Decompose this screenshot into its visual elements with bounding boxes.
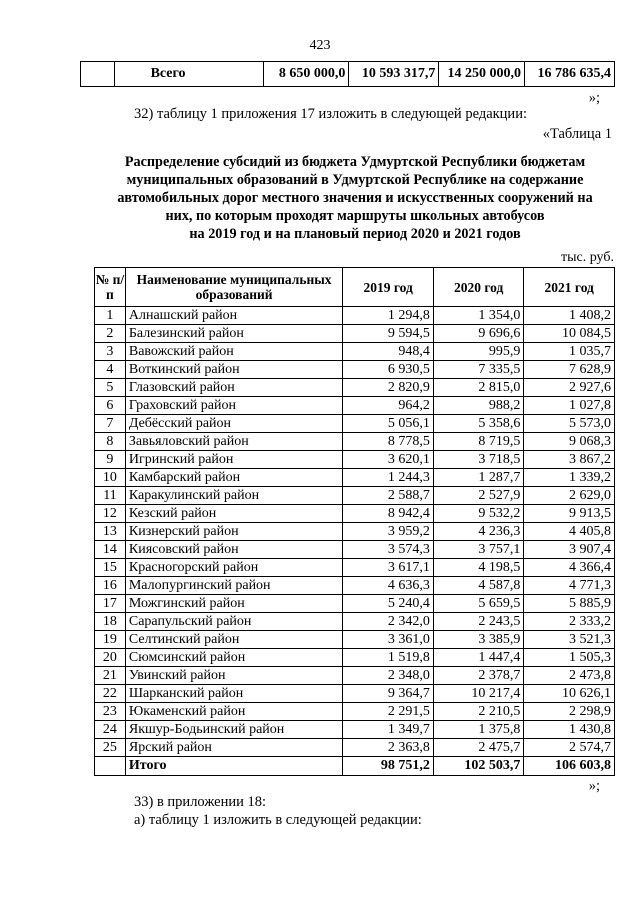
table-row [95,685,615,703]
row-value: 8 719,5 [433,433,524,451]
closing-quote: »; [588,778,600,794]
row-value: 7 335,5 [433,361,524,379]
total-value: 106 603,8 [524,757,615,776]
row-value: 2 243,5 [433,613,524,631]
row-number: 20 [95,649,126,667]
municipality-name: Глазовский район [125,379,343,397]
table-row [95,559,615,577]
row-value: 9 594,5 [343,325,434,343]
total-value: 16 786 635,4 [525,62,615,87]
row-value: 988,2 [433,397,524,415]
header-num: № п/п [95,268,126,307]
table-row [95,505,615,523]
total-value: 14 250 000,0 [439,62,525,87]
municipality-name: Вавожский район [125,343,343,361]
row-value: 1 035,7 [524,343,615,361]
row-value: 10 626,1 [524,685,615,703]
table-label: «Таблица 1 [542,126,612,142]
row-number: 2 [95,325,126,343]
row-value: 3 385,9 [433,631,524,649]
row-value: 964,2 [343,397,434,415]
row-value: 2 298,9 [524,703,615,721]
row-value: 3 959,2 [343,523,434,541]
row-value: 4 198,5 [433,559,524,577]
total-value: 98 751,2 [343,757,434,776]
row-number: 24 [95,721,126,739]
row-value: 2 333,2 [524,613,615,631]
closing-quote: »; [588,90,600,106]
row-value: 9 913,5 [524,505,615,523]
row-number: 5 [95,379,126,397]
row-value: 9 068,3 [524,433,615,451]
paragraph-33: 33) в приложении 18: [134,794,267,810]
municipality-name: Малопургинский район [125,577,343,595]
municipality-name: Можгинский район [125,595,343,613]
municipality-name: Увинский район [125,667,343,685]
row-value: 4 587,8 [433,577,524,595]
row-number: 1 [95,307,126,325]
total-row [95,757,615,776]
row-number: 3 [95,343,126,361]
municipality-name: Алнашский район [125,307,343,325]
row-value: 2 927,6 [524,379,615,397]
row-value: 995,9 [433,343,524,361]
row-number: 14 [95,541,126,559]
header-2021: 2021 год [524,268,615,307]
row-number: 18 [95,613,126,631]
total-label: Итого [125,757,343,776]
row-number: 12 [95,505,126,523]
municipality-name: Игринский район [125,451,343,469]
row-value: 2 527,9 [433,487,524,505]
table-row [95,469,615,487]
municipality-name: Юкаменский район [125,703,343,721]
municipality-name: Сюмсинский район [125,649,343,667]
table-title: Распределение субсидий из бюджета Удмуртской Республики бюджетам муниципальных образований в Удмуртской Республике на содержание автомобильных дорог местного значения и искусственных сооружений на них, по которым проходят маршруты школьных автобусов на 2019 год и на плановый период 2020 и 2021 годов [117,154,593,242]
table-row [95,649,615,667]
row-number: 17 [95,595,126,613]
table-row [95,361,615,379]
municipality-name: Ярский район [125,739,343,757]
municipality-name: Камбарский район [125,469,343,487]
row-value: 5 358,6 [433,415,524,433]
row-value: 2 363,8 [343,739,434,757]
row-value: 7 628,9 [524,361,615,379]
row-value: 1 339,2 [524,469,615,487]
row-value: 3 521,3 [524,631,615,649]
row-value: 4 405,8 [524,523,615,541]
row-value: 5 885,9 [524,595,615,613]
row-value: 2 291,5 [343,703,434,721]
row-value: 9 532,2 [433,505,524,523]
row-number: 8 [95,433,126,451]
row-value: 3 718,5 [433,451,524,469]
row-value: 9 696,6 [433,325,524,343]
table-row [95,541,615,559]
row-value: 5 056,1 [343,415,434,433]
table-row [95,379,615,397]
table-row [95,613,615,631]
subsidy-table [94,267,615,776]
row-value: 3 361,0 [343,631,434,649]
row-value: 8 778,5 [343,433,434,451]
row-value: 948,4 [343,343,434,361]
row-value: 2 342,0 [343,613,434,631]
municipality-name: Граховский район [125,397,343,415]
row-number: 25 [95,739,126,757]
table-row [95,595,615,613]
row-number: 19 [95,631,126,649]
row-value: 1 519,8 [343,649,434,667]
table-row [95,703,615,721]
row-value: 1 375,8 [433,721,524,739]
municipality-name: Дебёсский район [125,415,343,433]
municipality-name: Балезинский район [125,325,343,343]
row-value: 10 217,4 [433,685,524,703]
row-value: 2 475,7 [433,739,524,757]
page-number: 423 [309,38,331,53]
header-name: Наименование муниципальных образований [125,268,343,307]
paragraph-32: 32) таблицу 1 приложения 17 изложить в следующей редакции: [134,106,527,122]
row-value: 1 408,2 [524,307,615,325]
row-value: 2 820,9 [343,379,434,397]
row-number: 10 [95,469,126,487]
header-2019: 2019 год [343,268,434,307]
row-value: 2 588,7 [343,487,434,505]
row-value: 1 027,8 [524,397,615,415]
table-row [95,397,615,415]
row-value: 1 349,7 [343,721,434,739]
table-row [95,721,615,739]
row-value: 1 505,3 [524,649,615,667]
municipality-name: Шарканский район [125,685,343,703]
row-value: 2 348,0 [343,667,434,685]
row-number: 23 [95,703,126,721]
row-number: 21 [95,667,126,685]
total-value: 102 503,7 [433,757,524,776]
row-value: 4 636,3 [343,577,434,595]
municipality-name: Завьяловский район [125,433,343,451]
header-2020: 2020 год [433,268,524,307]
row-value: 3 907,4 [524,541,615,559]
row-value: 2 629,0 [524,487,615,505]
row-value: 9 364,7 [343,685,434,703]
row-value: 3 574,3 [343,541,434,559]
municipality-name: Киясовский район [125,541,343,559]
table-row [95,667,615,685]
row-value: 4 366,4 [524,559,615,577]
municipality-name: Кезский район [125,505,343,523]
row-value: 1 287,7 [433,469,524,487]
row-number: 9 [95,451,126,469]
table-row [95,577,615,595]
table-row [95,343,615,361]
table-row [95,451,615,469]
row-value: 5 573,0 [524,415,615,433]
row-number: 16 [95,577,126,595]
row-value: 1 447,4 [433,649,524,667]
row-value: 2 210,5 [433,703,524,721]
municipality-name: Селтинский район [125,631,343,649]
table-row [95,631,615,649]
total-value: 10 593 317,7 [349,62,439,87]
row-value: 2 378,7 [433,667,524,685]
municipality-name: Сарапульский район [125,613,343,631]
row-number: 13 [95,523,126,541]
table-row [95,307,615,325]
table-row [95,433,615,451]
row-value: 2 473,8 [524,667,615,685]
row-value: 4 771,3 [524,577,615,595]
row-number: 6 [95,397,126,415]
paragraph-33a: а) таблицу 1 изложить в следующей редакции: [134,812,422,828]
row-value: 3 867,2 [524,451,615,469]
row-value: 8 942,4 [343,505,434,523]
previous-table-total-row [80,61,615,87]
row-value: 4 236,3 [433,523,524,541]
row-value: 6 930,5 [343,361,434,379]
row-value: 2 815,0 [433,379,524,397]
total-value: 8 650 000,0 [263,62,349,87]
row-value: 1 430,8 [524,721,615,739]
table-row [95,739,615,757]
row-value: 5 659,5 [433,595,524,613]
row-number: 7 [95,415,126,433]
row-value: 1 244,3 [343,469,434,487]
row-value: 5 240,4 [343,595,434,613]
row-number: 22 [95,685,126,703]
total-label: Всего [114,62,263,87]
row-value: 3 617,1 [343,559,434,577]
row-number: 15 [95,559,126,577]
row-value: 10 084,5 [524,325,615,343]
row-number: 4 [95,361,126,379]
row-value: 3 620,1 [343,451,434,469]
row-value: 2 574,7 [524,739,615,757]
table-row [95,487,615,505]
municipality-name: Каракулинский район [125,487,343,505]
municipality-name: Якшур-Бодьинский район [125,721,343,739]
municipality-name: Красногорский район [125,559,343,577]
municipality-name: Воткинский район [125,361,343,379]
table-row [95,415,615,433]
unit-label: тыс. руб. [561,250,614,265]
row-value: 1 354,0 [433,307,524,325]
row-value: 3 757,1 [433,541,524,559]
table-row [95,523,615,541]
municipality-name: Кизнерский район [125,523,343,541]
row-value: 1 294,8 [343,307,434,325]
row-number: 11 [95,487,126,505]
table-row [95,325,615,343]
